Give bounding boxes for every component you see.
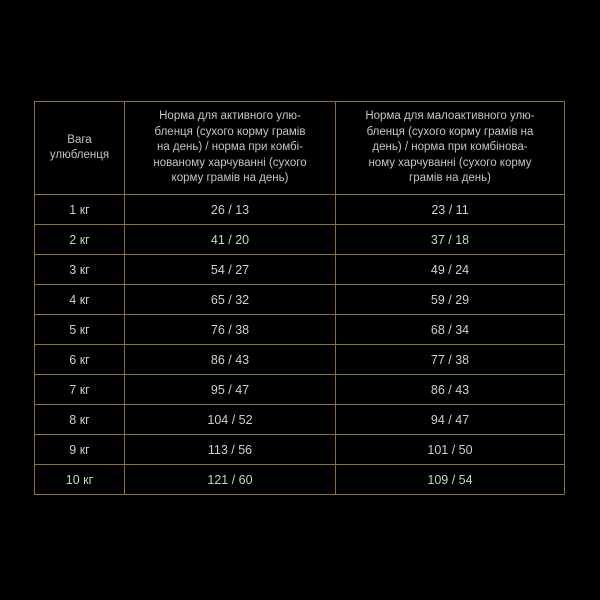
cell-low-active: 109 / 54 [336, 465, 565, 495]
cell-active: 41 / 20 [125, 225, 336, 255]
cell-weight: 6 кг [35, 345, 125, 375]
header-active-line: бленця (сухого корму грамів [154, 125, 306, 138]
table-row [35, 255, 565, 285]
header-weight [35, 102, 125, 195]
cell-weight: 7 кг [35, 375, 125, 405]
cell-low-active: 37 / 18 [336, 225, 565, 255]
header-low-active-line: Норма для малоактивного улю- [365, 110, 535, 123]
cell-low-active: 86 / 43 [336, 375, 565, 405]
cell-low-active: 101 / 50 [336, 435, 565, 465]
header-active-line: нованому харчуванні (сухого [153, 156, 307, 169]
header-active-line: корму грамів на день) [171, 172, 289, 185]
cell-weight: 9 кг [35, 435, 125, 465]
table-row [35, 435, 565, 465]
cell-low-active: 68 / 34 [336, 315, 565, 345]
feeding-table [34, 101, 565, 495]
cell-active: 113 / 56 [125, 435, 336, 465]
table-row [35, 195, 565, 225]
cell-active: 95 / 47 [125, 375, 336, 405]
cell-weight: 2 кг [35, 225, 125, 255]
header-low-active-norm [336, 102, 565, 195]
cell-low-active: 23 / 11 [336, 195, 565, 225]
header-low-active-line: ному харчуванні (сухого корму [368, 156, 532, 169]
cell-active: 86 / 43 [125, 345, 336, 375]
header-active-line: Норма для активного улю- [159, 110, 301, 123]
cell-low-active: 49 / 24 [336, 255, 565, 285]
cell-weight: 8 кг [35, 405, 125, 435]
header-active-norm [125, 102, 336, 195]
cell-active: 104 / 52 [125, 405, 336, 435]
cell-active: 76 / 38 [125, 315, 336, 345]
table-row [35, 345, 565, 375]
header-weight-line: улюбленця [49, 149, 110, 161]
cell-weight: 5 кг [35, 315, 125, 345]
cell-active: 121 / 60 [125, 465, 336, 495]
table-row [35, 225, 565, 255]
cell-active: 26 / 13 [125, 195, 336, 225]
table-row [35, 465, 565, 495]
table-row [35, 285, 565, 315]
cell-weight: 4 кг [35, 285, 125, 315]
cell-low-active: 94 / 47 [336, 405, 565, 435]
table-row [35, 375, 565, 405]
cell-low-active: 59 / 29 [336, 285, 565, 315]
header-low-active-line: бленця (сухого корму грамів на [366, 125, 534, 138]
cell-weight: 1 кг [35, 195, 125, 225]
cell-low-active: 77 / 38 [336, 345, 565, 375]
cell-active: 65 / 32 [125, 285, 336, 315]
cell-weight: 3 кг [35, 255, 125, 285]
table-row [35, 315, 565, 345]
header-low-active-line: день) / норма при комбінова- [372, 141, 528, 154]
cell-active: 54 / 27 [125, 255, 336, 285]
cell-weight: 10 кг [35, 465, 125, 495]
table-row [35, 405, 565, 435]
header-weight-line: Вага [67, 133, 92, 146]
header-low-active-line: грамів на день) [409, 172, 491, 185]
table-header-row [35, 102, 565, 195]
header-active-line: на день) / норма при комбі- [156, 141, 303, 154]
